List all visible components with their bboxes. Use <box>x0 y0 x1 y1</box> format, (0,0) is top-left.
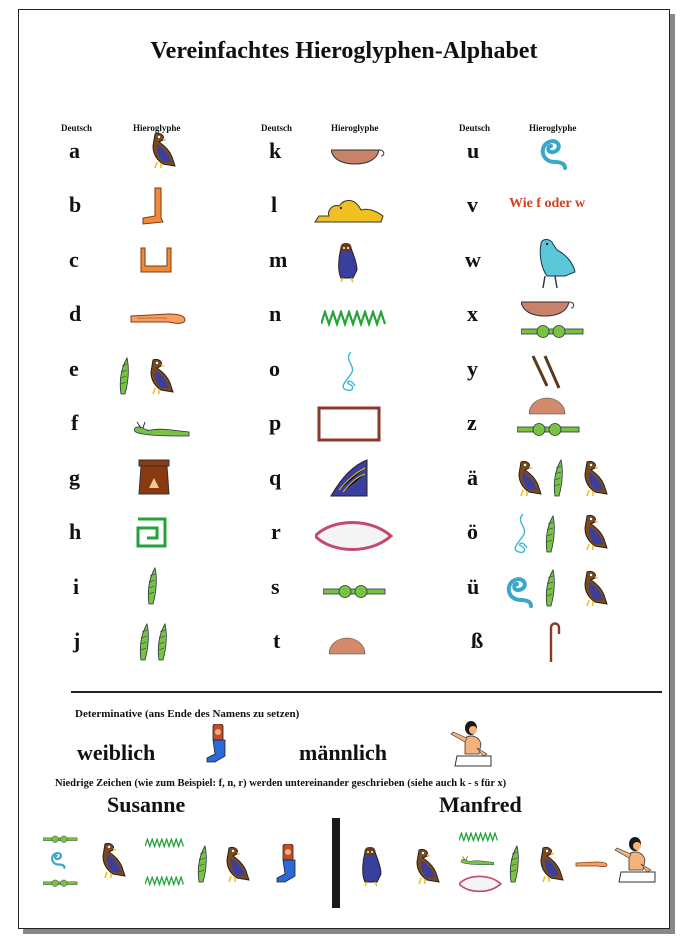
woman-icon <box>205 724 231 768</box>
stacking-note: Niedrige Zeichen (wie zum Beispiel: f, n, r) werden untereinander geschrieben (siehe auch k - s für x) <box>55 778 507 789</box>
lion-icon <box>311 188 393 228</box>
quail-chick-icon <box>503 570 535 614</box>
vulture-icon <box>405 846 445 892</box>
jar-stand-icon <box>135 458 175 498</box>
letter-a: a <box>69 138 80 163</box>
reed-icon <box>541 568 561 612</box>
determinative-heading: Determinative (ans Ende des Namens zu setzen) <box>75 708 300 720</box>
vulture-icon <box>507 458 547 502</box>
hill-slope-icon <box>329 458 369 500</box>
water-icon <box>459 832 499 846</box>
letter-oe: ö <box>467 519 478 544</box>
letter-f: f <box>71 410 79 435</box>
letter-g: g <box>69 465 80 490</box>
letter-s: s <box>271 574 280 599</box>
woman-icon <box>275 844 301 888</box>
section-divider <box>71 691 662 693</box>
letter-m: m <box>269 247 288 272</box>
basket-icon <box>521 300 587 322</box>
letter-sz: ß <box>471 628 484 653</box>
letter-d: d <box>69 301 82 326</box>
double-stroke-icon <box>529 352 569 396</box>
chick-icon <box>531 236 581 294</box>
v-note: Wie f oder w <box>509 196 586 211</box>
reed-icon <box>153 622 173 662</box>
letter-b: b <box>69 192 82 217</box>
vulture-icon <box>573 512 613 556</box>
letter-z: z <box>467 410 477 435</box>
seated-man-icon <box>611 836 663 888</box>
horned-viper-icon <box>131 418 195 442</box>
example-name-susanne: Susanne <box>107 792 186 817</box>
hand-icon <box>575 858 609 872</box>
header-hieroglyphe-2: Hieroglyphe <box>331 123 379 133</box>
document-page <box>18 9 670 929</box>
arms-icon <box>139 246 175 276</box>
vulture-icon <box>573 458 613 502</box>
letter-t: t <box>273 628 281 653</box>
reed-icon <box>541 514 561 558</box>
bread-icon <box>529 396 569 418</box>
water-icon <box>321 310 387 330</box>
letter-j: j <box>73 628 81 653</box>
male-label: männlich <box>299 740 388 765</box>
letter-o: o <box>269 356 280 381</box>
letter-c: c <box>69 247 79 272</box>
letter-w: w <box>465 247 481 272</box>
letter-u: u <box>467 138 480 163</box>
staff-icon <box>543 620 563 664</box>
letter-e: e <box>69 356 79 381</box>
vulture-icon <box>215 844 255 890</box>
letter-v: v <box>467 192 478 217</box>
water-icon <box>145 838 185 852</box>
stool-icon <box>317 406 383 444</box>
page-title: Vereinfachtes Hieroglyphen-Alphabet <box>150 38 538 64</box>
letter-l: l <box>271 192 278 217</box>
door-bolt-icon <box>517 420 583 442</box>
door-bolt-icon <box>521 322 587 342</box>
letter-k: k <box>269 138 282 163</box>
reed-icon <box>505 844 525 888</box>
vulture-icon <box>141 130 181 174</box>
owl-icon <box>331 242 371 286</box>
quail-chick-icon <box>49 848 69 872</box>
letter-q: q <box>269 465 282 490</box>
door-bolt-icon <box>43 878 79 892</box>
door-bolt-icon <box>43 834 79 848</box>
header-hieroglyphe-3: Hieroglyphe <box>529 123 577 133</box>
owl-icon <box>355 846 395 892</box>
twisted-flax-icon <box>135 516 169 550</box>
vulture-icon <box>529 844 569 890</box>
reed-icon <box>115 356 135 396</box>
reed-icon <box>143 566 163 606</box>
header-hieroglyphe-1: Hieroglyphe <box>133 123 181 133</box>
leg-icon <box>141 186 171 226</box>
hand-icon <box>129 306 189 330</box>
quail-chick-icon <box>537 132 569 176</box>
reed-icon <box>549 458 569 502</box>
mouth-icon <box>315 518 395 556</box>
vulture-icon <box>573 568 613 612</box>
letter-n: n <box>269 301 282 326</box>
rope-icon <box>337 352 361 396</box>
letter-h: h <box>69 519 82 544</box>
female-label: weiblich <box>77 740 156 765</box>
rope-icon <box>509 514 533 558</box>
header-deutsch-1: Deutsch <box>61 123 92 133</box>
reed-icon <box>193 844 213 888</box>
vulture-icon <box>91 840 131 886</box>
bread-icon <box>329 636 369 656</box>
reed-icon <box>135 622 155 662</box>
letter-x: x <box>467 301 478 326</box>
letter-r: r <box>271 519 281 544</box>
letter-i: i <box>73 574 80 599</box>
header-deutsch-3: Deutsch <box>459 123 490 133</box>
example-name-manfred: Manfred <box>439 792 522 817</box>
name-separator <box>332 818 340 908</box>
water-icon <box>145 876 185 890</box>
letter-p: p <box>269 410 282 435</box>
letter-ue: ü <box>467 574 480 599</box>
seated-man-icon <box>447 720 499 772</box>
mouth-icon <box>459 874 503 896</box>
letter-y: y <box>467 356 478 381</box>
vulture-icon <box>139 356 179 400</box>
basket-icon <box>331 148 389 168</box>
door-bolt-icon <box>323 582 389 602</box>
horned-viper-icon <box>459 854 499 870</box>
header-deutsch-2: Deutsch <box>261 123 292 133</box>
letter-ae: ä <box>467 465 478 490</box>
